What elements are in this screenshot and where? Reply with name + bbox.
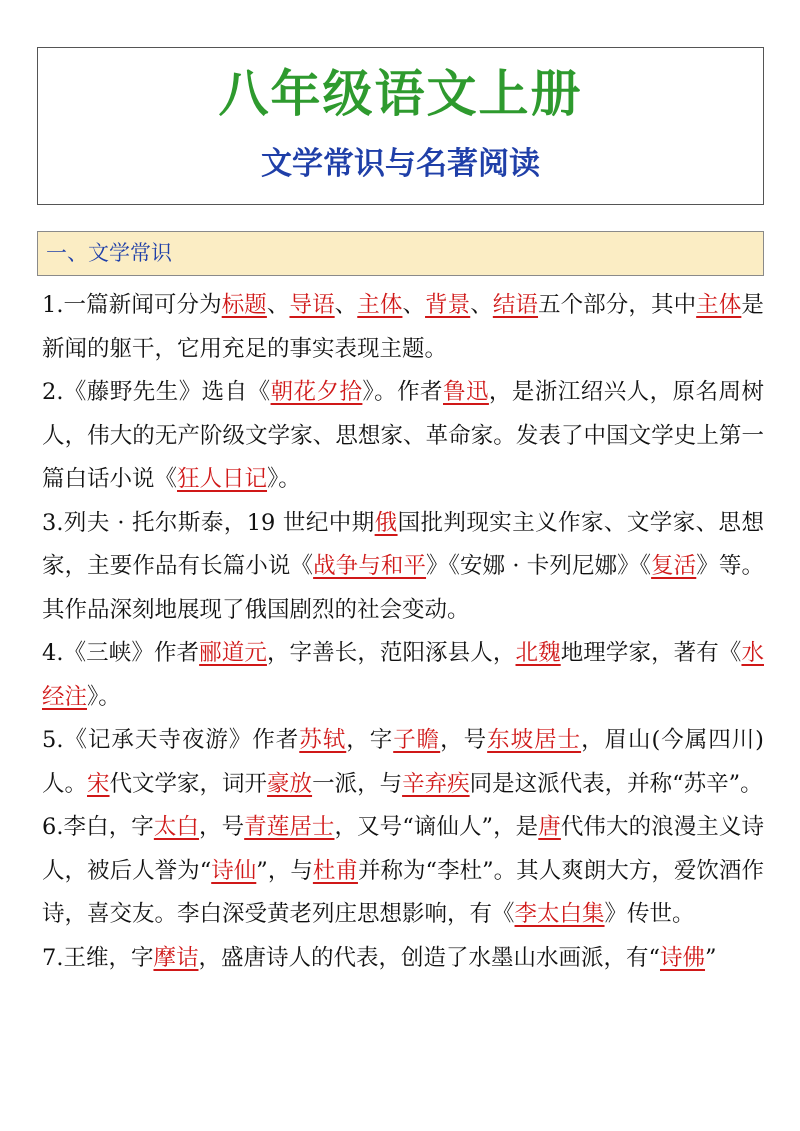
text-segment: ” — [705, 944, 717, 971]
page-subtitle: 文学常识与名著阅读 — [261, 146, 540, 182]
text-segment: 》。 — [267, 466, 301, 492]
text-segment: ，号 — [199, 814, 245, 840]
key-term: 宋 — [87, 770, 110, 797]
key-term: 苏轼 — [299, 727, 347, 753]
text-segment: 3.列夫 · 托尔斯泰，19 世纪中期 — [42, 509, 375, 536]
text-segment: ，字善长，范阳涿县人， — [266, 640, 516, 666]
key-term: 标题 — [221, 292, 267, 318]
text-segment: 4.《三峡》作者 — [42, 640, 200, 666]
text-segment: 国批判现实主义作家、文学家、思想家，主要作品有长篇小说《 — [42, 509, 764, 579]
key-term: 俄 — [374, 509, 398, 536]
text-segment: 》传世。 — [604, 901, 695, 927]
key-term: 鲁迅 — [443, 379, 489, 405]
key-term: 北魏 — [515, 640, 561, 666]
text-segment: ”，与 — [256, 857, 313, 884]
key-term: 狂人日记 — [177, 466, 268, 492]
section-heading: 一、文学常识 — [37, 231, 764, 276]
key-term: 水经注 — [42, 640, 764, 710]
text-segment: 一派，与 — [312, 770, 403, 797]
text-segment: 5.《记承天寺夜游》作者 — [42, 727, 300, 753]
key-term: 豪放 — [267, 770, 313, 797]
text-segment: ，号 — [440, 727, 488, 753]
key-term: 太白 — [153, 814, 200, 840]
list-item — [42, 719, 764, 806]
list-item — [42, 502, 764, 633]
text-segment: ，眉山(今属四川)人。 — [42, 727, 764, 797]
key-term: 复活 — [651, 553, 697, 579]
key-term: 东坡居士 — [487, 727, 582, 753]
text-segment: ，是浙江绍兴人，原名周树人，伟大的无产阶级文学家、思想家、革命家。发表了中国文学史上第一篇白话小说《 — [42, 379, 764, 492]
key-term: 子瞻 — [393, 727, 441, 753]
key-term: 诗仙 — [211, 857, 257, 884]
text-segment: 、 — [402, 292, 426, 318]
text-segment: ，又号“谪仙人”，是 — [334, 814, 539, 840]
text-segment: 代文学家，词开 — [109, 770, 268, 797]
list-item — [42, 806, 764, 937]
text-segment: 》。 — [87, 683, 121, 710]
key-term: 辛弃疾 — [402, 770, 470, 797]
text-segment: 同是这派代表，并称“苏辛”。 — [469, 770, 763, 797]
text-segment: 代伟大的浪漫主义诗人，被后人誉为“ — [42, 814, 764, 884]
key-term: 唐 — [538, 814, 561, 840]
key-term: 杜甫 — [312, 857, 358, 884]
key-term: 导语 — [289, 292, 335, 318]
text-segment: 是新闻的躯干，它用充足的事实表现主题。 — [42, 292, 764, 362]
text-segment: 》。作者 — [362, 379, 443, 405]
key-term: 主体 — [696, 292, 742, 318]
text-segment: 并称为“李杜”。其人爽朗大方，爱饮酒作诗，喜交友。李白深受黄老列庄思想影响，有《 — [42, 857, 764, 927]
key-term: 诗佛 — [660, 944, 706, 971]
key-term: 朝花夕拾 — [270, 379, 363, 405]
list-item — [42, 632, 764, 719]
text-segment: 》等。其作品深刻地展现了俄国剧烈的社会变动。 — [42, 553, 764, 623]
text-segment: 1.一篇新闻可分为 — [42, 292, 222, 318]
key-term: 青莲居士 — [244, 814, 335, 840]
text-segment: 、 — [334, 292, 358, 318]
key-term: 结语 — [492, 292, 539, 318]
key-term: 战争与和平 — [313, 553, 427, 579]
key-term: 主体 — [357, 292, 403, 318]
text-segment: ，字 — [346, 727, 394, 753]
text-segment: 地理学家，著有《 — [560, 640, 742, 666]
key-term: 郦道元 — [199, 640, 267, 666]
text-segment: 2.《藤野先生》选自《 — [42, 379, 271, 405]
text-segment: 》《安娜 · 卡列尼娜》《 — [426, 553, 652, 579]
knowledge-list — [42, 284, 764, 980]
text-segment: 、 — [470, 292, 493, 318]
title-box — [37, 47, 764, 205]
list-item — [42, 371, 764, 502]
key-term: 摩诘 — [153, 944, 199, 971]
text-segment: 、 — [266, 292, 290, 318]
text-segment: 7.王维，字 — [42, 944, 154, 971]
text-segment: ，盛唐诗人的代表，创造了水墨山水画派，有“ — [198, 944, 660, 971]
list-item — [42, 284, 764, 371]
key-term: 背景 — [425, 292, 471, 318]
page-title: 八年级语文上册 — [218, 65, 583, 123]
list-item — [42, 937, 764, 981]
text-segment: 五个部分，其中 — [538, 292, 697, 318]
key-term: 李太白集 — [514, 901, 605, 927]
text-segment: 6.李白，字 — [42, 814, 154, 840]
